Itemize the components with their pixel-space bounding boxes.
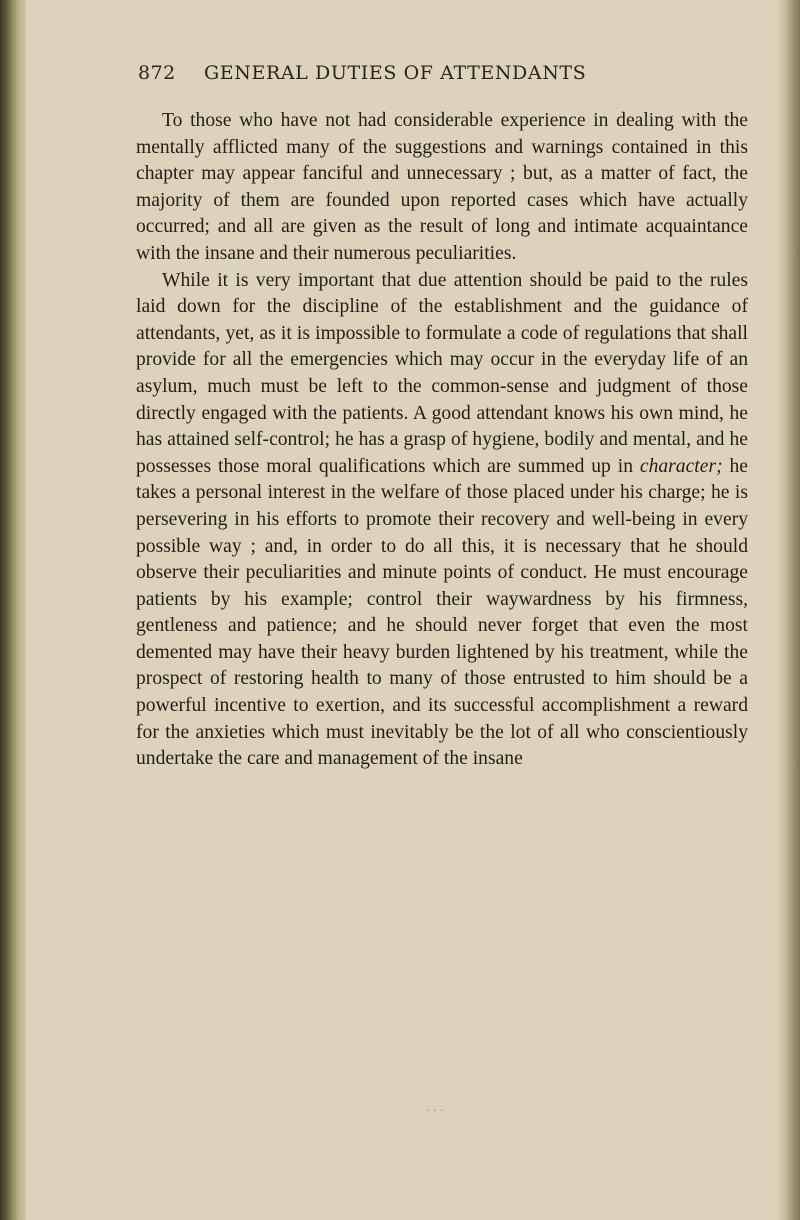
paragraph-2 [136, 268, 748, 773]
paragraph-2-text-after: he takes a personal interest in the welfare of those placed under his charge; he is persevering in his efforts to promote their recovery and well-being in every possible way ; and, in order to do all this, it is necessary that he should observe their peculiarities and minute points of conduct. He must encourage patients by his example; control their waywardness by his firmness, gentleness and patience; and he should never forget that even the most demented may have their heavy burden lightened by his treatment, while the prospect of restoring health to many of those entrusted to him should be a powerful incentive to exertion, and its successful accomplishment a reward for the anxieties which must inevitably be the lot of all who conscientiously undertake the care and management of the insane [136, 455, 748, 770]
running-header [138, 62, 718, 92]
book-page [26, 0, 778, 1220]
paragraph-2-text-before: While it is very important that due attention should be paid to the rules laid down for the discipline of the establishment and the guidance of attendants, yet, as it is impossible to formulate a code of regulations that shall provide for all the emergencies which may occur in the everyday life of an asylum, much must be left to the common-sense and judgment of those directly engaged with the patients. A good attendant knows his own mind, he has attained self-control; he has a grasp of hygiene, bodily and mental, and he possesses those moral qualifications which are summed up in [136, 269, 748, 477]
page-number: 872 [138, 62, 176, 84]
page-edge-shadow [778, 0, 800, 1220]
body-text [136, 108, 748, 773]
paragraph-2-emphasis: character; [639, 455, 723, 477]
paragraph-1: To those who have not had considerable experience in dealing with the mentally afflicted many of the suggestions and warnings contained in this chapter may appear fanciful and unnecessary ; but, as a matter of fact, the majority of them are founded upon reported cases which have actually occurred; and all are given as the result of long and intimate acquaintance with the insane and their numerous peculiarities. [136, 110, 748, 264]
paper-speck-mark: · · · [426, 1104, 444, 1117]
page-binding-shadow [0, 0, 26, 1220]
running-title: GENERAL DUTIES OF ATTENDANTS [204, 62, 587, 84]
